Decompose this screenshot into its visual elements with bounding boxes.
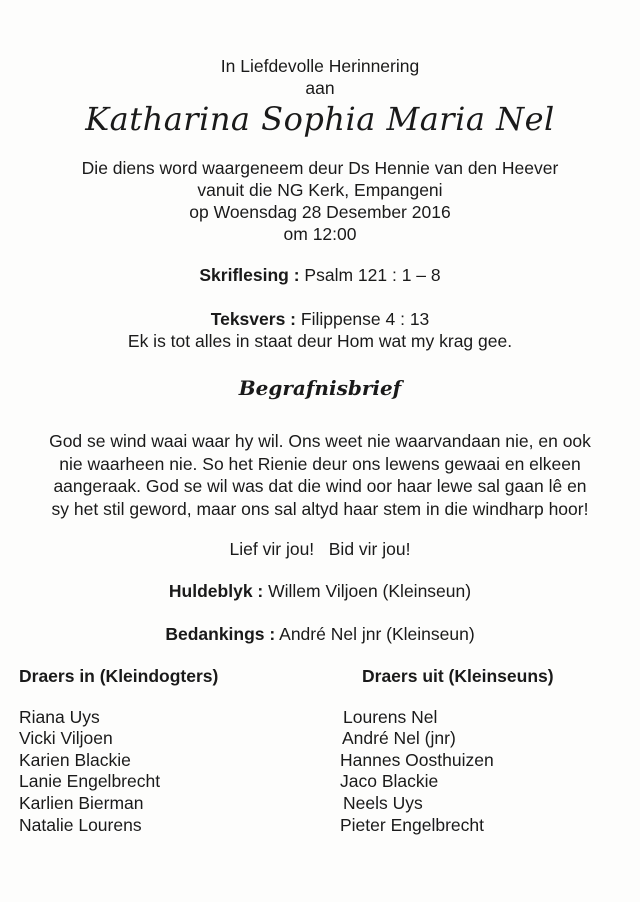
list-item: Lourens Nel bbox=[343, 706, 438, 727]
list-item: André Nel (jnr) bbox=[342, 728, 456, 749]
service-line-4: om 12:00 bbox=[283, 224, 357, 244]
list-item: Hannes Oosthuizen bbox=[340, 749, 494, 770]
list-item: Pieter Engelbrecht bbox=[340, 814, 484, 835]
service-line-3: op Woensdag 28 Desember 2016 bbox=[189, 202, 451, 222]
teksvers-value: Filippense 4 : 13 bbox=[300, 309, 430, 329]
skriflesing-row bbox=[0, 264, 640, 286]
list-item: Natalie Lourens bbox=[19, 814, 142, 835]
list-item: Riana Uys bbox=[19, 706, 100, 727]
list-item: Jaco Blackie bbox=[340, 771, 439, 792]
letter-body bbox=[20, 430, 620, 520]
list-item: Lanie Engelbrecht bbox=[19, 771, 161, 792]
letter-line: aangeraak. God se wil was dat die wind oor haar lewe sal gaan lê en bbox=[53, 476, 587, 496]
bedankings-label: Bedankings : bbox=[165, 624, 276, 644]
letter-line: God se wind waai waar hy wil. Ons weet nie waarvandaan nie, en ook bbox=[49, 431, 591, 451]
huldeblyk-value: Willem Viljoen (Kleinseun) bbox=[268, 581, 472, 601]
list-item: Karien Blackie bbox=[19, 749, 131, 770]
deceased-name: Katharina Sophia Maria Nel bbox=[85, 100, 555, 138]
list-item: Karlien Bierman bbox=[19, 792, 144, 813]
draers-uit-column bbox=[340, 666, 554, 836]
huldeblyk-label: Huldeblyk : bbox=[168, 581, 264, 601]
letter-closing: Lief vir jou! Bid vir jou! bbox=[229, 539, 411, 559]
draers-in-column bbox=[19, 666, 218, 836]
list-item: Vicki Viljoen bbox=[19, 728, 113, 749]
service-line-1: Die diens word waargeneem deur Ds Hennie van den Heever bbox=[81, 158, 559, 178]
skriflesing-label: Skriflesing : bbox=[199, 265, 300, 285]
letter-title: Begrafnisbrief bbox=[238, 376, 402, 400]
bedankings-row bbox=[0, 623, 640, 645]
list-item: Neels Uys bbox=[343, 792, 423, 813]
header-line-2: aan bbox=[305, 78, 335, 98]
teksvers-quote: Ek is tot alles in staat deur Hom wat my krag gee. bbox=[127, 331, 513, 351]
teksvers-label: Teksvers : bbox=[210, 309, 296, 329]
draers-in-heading: Draers in (Kleindogters) bbox=[19, 666, 219, 686]
draers-uit-heading: Draers uit (Kleinseuns) bbox=[362, 666, 554, 686]
bedankings-value: André Nel jnr (Kleinseun) bbox=[279, 624, 475, 644]
skriflesing-value: Psalm 121 : 1 – 8 bbox=[304, 265, 441, 285]
letter-line: nie waarheen nie. So het Rienie deur ons lewens gewaai en elkeen bbox=[59, 453, 581, 474]
letter-line: sy het stil geword, maar ons sal altyd haar stem in die windharp hoor! bbox=[51, 498, 589, 519]
huldeblyk-row bbox=[0, 580, 640, 602]
service-line-2: vanuit die NG Kerk, Empangeni bbox=[197, 180, 443, 200]
teksvers-row bbox=[0, 308, 640, 330]
header-line-1: In Liefdevolle Herinnering bbox=[220, 56, 420, 76]
